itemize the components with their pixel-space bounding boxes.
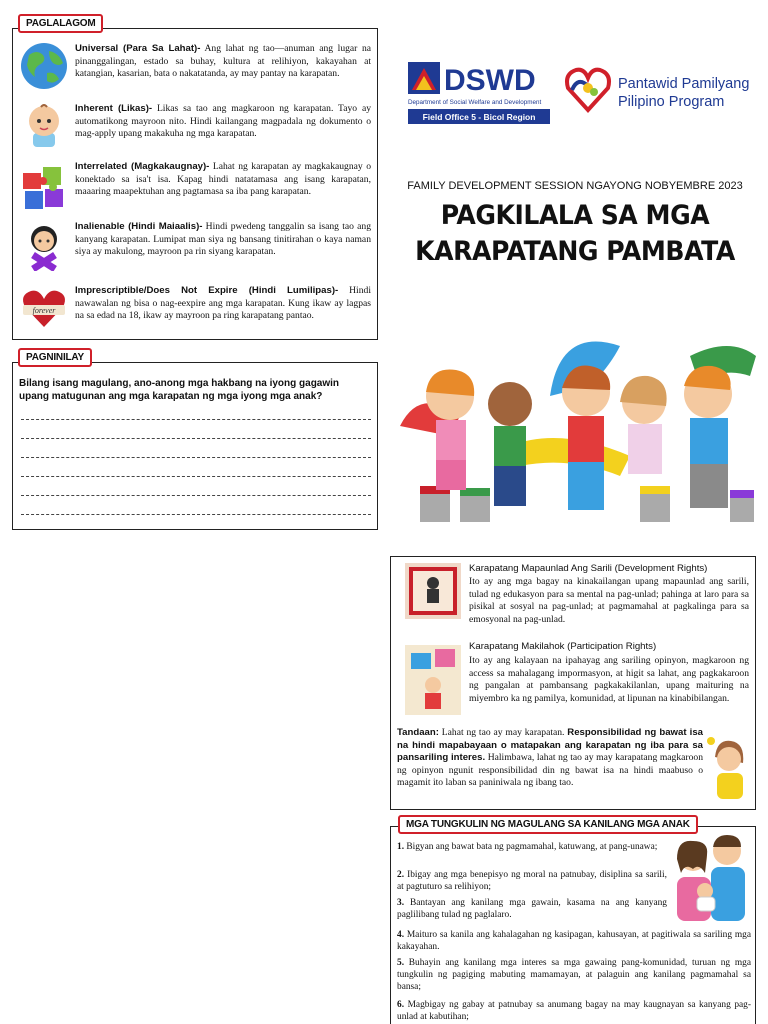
4ps-logo <box>564 66 764 114</box>
participation-rights-text: Ito ay ang kalayaan na ipahayag ang sariling opinyon, magkaroon ng access sa mahalagang impormasyon, at higit sa lahat, ang pagkakaroon ng pangalan at pambansang pagkakakilanlan, upang maituring na miyembro ka ng pamilya, komunidad, at lipunan na kinabibilangan. <box>469 655 749 704</box>
answer-line[interactable] <box>21 419 371 420</box>
answer-line[interactable] <box>21 457 371 458</box>
pagninilay-panel <box>12 362 378 530</box>
development-rights-image <box>405 563 461 619</box>
tandaan-note: Tandaan: Lahat ng tao ay may karapatan. Responsibilidad ng bawat isa na hindi mapabayaan o matapakan ang karapatan ng iba para sa pansariling interes. Halimbawa, lahat ng tao ay may karapatang magkaroon ng opinyon ngunit responsibilidad din ng bawat isa na hindi maabuso o magamit ito laban sa paniniwala ng ibang tao. <box>397 727 703 789</box>
participation-rights-image <box>405 645 461 715</box>
dswd-logo <box>406 62 552 126</box>
children-painting-illustration <box>390 326 756 536</box>
rights-panel <box>390 556 756 810</box>
inalienable-text: Inalienable (Hindi Maiaalis)- Hindi pwedeng tanggalin sa isang tao ang kanyang karapatan. Lumipat man siya ng bansang tinitirahan o kaya naman siya ay makulong, mayroon pa rin siyang karapatan. <box>75 221 371 258</box>
parents-with-baby-icon <box>669 833 753 929</box>
paglalagom-label: PAGLALAGOM <box>18 14 103 33</box>
pagninilay-question: Bilang isang magulang, ano-anong mga hakbang na iyong gagawin upang matugunan ang mga karapatan ng mga iyong mga anak? <box>19 378 340 402</box>
program-line2: Pilipino Program <box>618 94 725 110</box>
program-line1: Pantawid Pamilyang <box>618 76 750 92</box>
universal-text: Universal (Para Sa Lahat)- Ang lahat ng tao—anuman ang lugar na pinanggalingan, estado sa buhay, kultura at relihiyon, kakayahan at katangian, kasarian, bata o nakatatanda, ay may pantay na karapatan. <box>75 43 371 80</box>
duty-item: 1. Bigyan ang bawat bata ng pagmamahal, katuwang, at pang-unawa; <box>397 842 658 852</box>
duty-item: 2. Ibigay ang mga benepisyo ng moral na patnubay, disiplina sa sarili, at pagtuturo sa relihiyon; <box>397 870 667 893</box>
heart-forever-icon <box>19 283 69 333</box>
duty-item: 3. Bantayan ang kanilang mga gawain, kasama na ang kanyang paglilibang tulad ng paglalaro. <box>397 898 667 921</box>
participation-rights-heading: Karapatang Makilahok (Participation Rights) <box>469 641 657 652</box>
page-title: PAGKILALA SA MGA KARAPATANG PAMBATA <box>415 200 735 267</box>
answer-line[interactable] <box>21 495 371 496</box>
answer-line[interactable] <box>21 476 371 477</box>
girl-arms-crossed-icon <box>19 221 69 271</box>
dswd-wordmark: DSWD <box>444 64 536 97</box>
thinking-woman-icon <box>705 733 751 801</box>
paglalagom-panel <box>12 28 378 340</box>
globe-icon <box>19 41 69 91</box>
puzzle-icon <box>19 163 69 213</box>
duty-item: 6. Magbigay ng gabay at patnubay sa anumang bagay na may kaugnayan sa kanyang pag-unlad at kabutihan; <box>397 1000 751 1023</box>
development-rights-heading: Karapatang Mapaunlad Ang Sarili (Development Rights) <box>469 563 708 574</box>
answer-line[interactable] <box>21 438 371 439</box>
field-office-label: Field Office 5 - Bicol Region <box>422 112 536 122</box>
duty-item: 4. Maituro sa kanila ang kahalagahan ng kasipagan, kahusayan, at pagitiwala sa sariling mga kakayahan. <box>397 930 751 953</box>
development-rights-text: Ito ay ang mga bagay na kinakailangan upang mapaunlad ang sarili, tulad ng edukasyon para sa mental na pag-unlad; pahinga at laro para sa pisikal at sosyal na pag-unlad; at pagmamahal at pagkalinga para sa emosyonal na pag-unlad. <box>469 576 749 625</box>
heart-text: forever <box>32 306 56 315</box>
pagninilay-label: PAGNINILAY <box>18 348 92 367</box>
inherent-text: Inherent (Likas)- Likas sa tao ang magkaroon ng karapatan. Tayo ay automatikong mayroon nito. Hindi kailangang magpadala ng dokumento o mag-apply upang makakuha ng mga karapatan. <box>75 103 371 140</box>
answer-line[interactable] <box>21 514 371 515</box>
tungkulin-label: MGA TUNGKULIN NG MAGULANG SA KANILANG MGA ANAK <box>398 815 698 834</box>
tungkulin-panel <box>390 826 756 1024</box>
interrelated-text: Interrelated (Magkakaugnay)- Lahat ng karapatan ay magkakaugnay o konektado sa isa't isa. Kapag hindi natatamasa ang isang karapatan, maaaring maapektuhan ang pagtamasa sa iba pang karapatan. <box>75 161 371 198</box>
baby-icon <box>19 99 69 149</box>
tandaan-label: Tandaan: <box>397 727 439 738</box>
dswd-subtitle: Department of Social Welfare and Development <box>408 99 542 106</box>
imprescriptible-text: Imprescriptible/Does Not Expire (Hindi Lumilipas)- Hindi nawawalan ng bisa o nag-eexpire ang mga karapatan. Kung ikaw ay lagpas na sa edad na 18, ikaw ay mayroon pa ring karapatang pantao. <box>75 285 371 322</box>
duty-item: 5. Buhayin ang kanilang mga interes sa mga gawaing pang-komunidad, turuan ng mga tungkulin ng pagiging mabuting mamamayan, at palaguin ang kanilang pagmamahal sa bansa; <box>397 958 751 993</box>
session-subtitle: FAMILY DEVELOPMENT SESSION NGAYONG NOBYEMBRE 2023 <box>407 180 743 192</box>
